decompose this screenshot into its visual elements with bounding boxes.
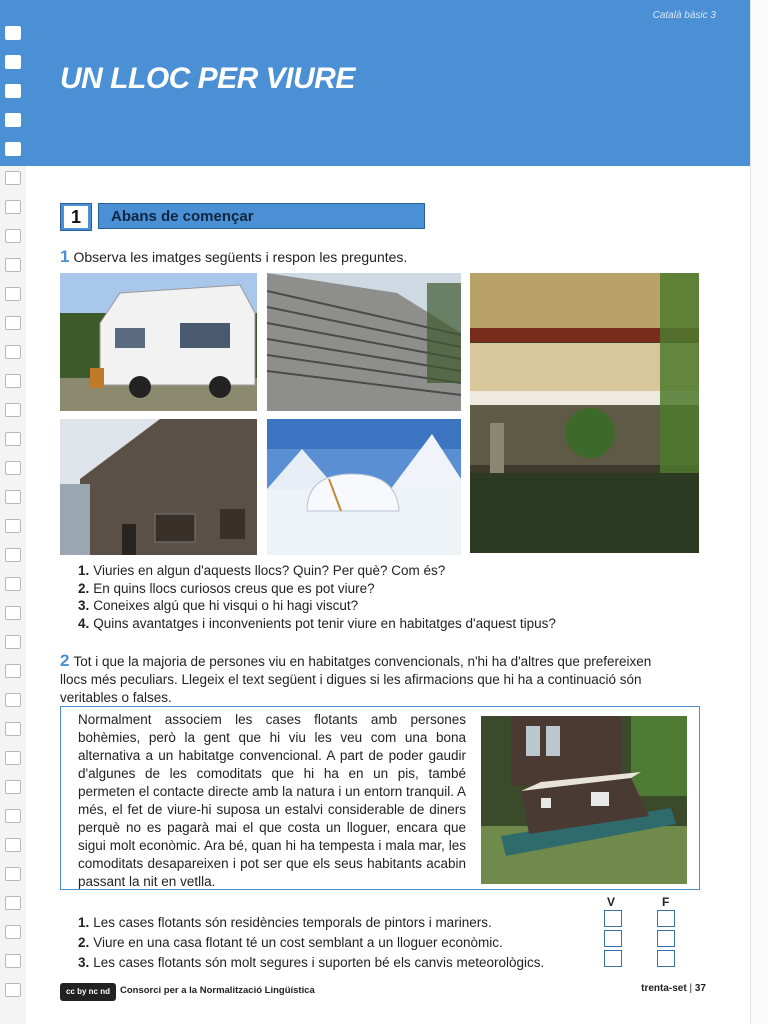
statement-3-false-checkbox[interactable]: [657, 950, 675, 967]
statement-2-false-checkbox[interactable]: [657, 930, 675, 947]
binder-hole: [5, 954, 21, 968]
binder-hole: [5, 780, 21, 794]
binder-hole: [5, 838, 21, 852]
course-level: Català bàsic 3: [652, 10, 716, 21]
list-item: 2. Viure en una casa flotant té un cost semblant a un lloguer econòmic.: [78, 935, 503, 950]
binder-hole: [5, 229, 21, 243]
binder-hole: [5, 809, 21, 823]
section-number: [60, 203, 92, 231]
list-item: 4. Quins avantatges i inconvenients pot tenir viure en habitatges d'aquest tipus?: [78, 615, 556, 631]
binder-hole: [5, 55, 21, 69]
binder-hole: [5, 142, 21, 156]
true-false-statements: [78, 913, 544, 973]
binder-hole: [5, 200, 21, 214]
exercise1-instruction: [60, 247, 407, 267]
binder-hole: [5, 664, 21, 678]
page-number: [641, 983, 706, 994]
houseboat-photo: [481, 716, 687, 884]
exercise2-number: 2: [60, 651, 70, 670]
courtyard-photo: [470, 273, 699, 553]
binder-hole: [5, 925, 21, 939]
binder-hole: [5, 548, 21, 562]
binder-hole: [5, 345, 21, 359]
exercise2-instruction-line: Tot i que la majoria de persones viu en habitatges convencionals, n'hi ha d'altres que prefereixen: [73, 654, 652, 669]
binder-hole: [5, 606, 21, 620]
reading-text: Normalment associem les cases flotants amb persones bohèmies, però la gent que hi viu les veu com una bona alternativa a un habitatge convencional. A part de poder gaudir d'algunes de les comoditats que hi ha en un pis, també permeten el contacte directe amb la natura i un entorn tranquil. A més, el fet de viure-hi suposa un estalvi considerable de diners perquè no es pagarà mai el que costa un lloguer, encara que sigui molt econòmic. Ara bé, quan hi ha tempesta i mala mar, les comoditats desapareixen i pot ser que els seus habitants acabin passant la nit en vetlla.: [78, 712, 467, 889]
motorhome-photo: [60, 273, 257, 411]
list-item: 2. En quins llocs curiosos creus que es pot viure?: [78, 580, 375, 596]
section-number-label: 1: [64, 206, 88, 228]
binder-hole: [5, 751, 21, 765]
binder-hole: [5, 258, 21, 272]
page-number-digits: 37: [694, 983, 706, 994]
binder-hole: [5, 403, 21, 417]
binder-hole: [5, 983, 21, 997]
exercise1-number: 1: [60, 247, 70, 266]
page-title: UN LLOC PER VIURE: [60, 62, 355, 95]
stone-house-photo: [60, 419, 257, 555]
page-edge: [750, 0, 768, 1024]
page-number-words: trenta-set: [641, 983, 687, 994]
exercise1-questions: [78, 562, 556, 632]
binder-hole: [5, 316, 21, 330]
header-band: [0, 0, 750, 166]
statement-2-true-checkbox[interactable]: [604, 930, 622, 947]
binder-hole: [5, 722, 21, 736]
binder-hole: [5, 26, 21, 40]
binder-hole: [5, 693, 21, 707]
list-item: 3. Les cases flotants són molt segures i suporten bé els canvis meteorològics.: [78, 955, 545, 970]
statement-3-true-checkbox[interactable]: [604, 950, 622, 967]
list-item: 3. Coneixes algú que hi visqui o hi hagi viscut?: [78, 598, 359, 613]
binder-hole: [5, 577, 21, 591]
creative-commons-badge: cc by nc nd: [60, 983, 116, 1001]
binder-hole: [5, 287, 21, 301]
binder-hole: [5, 896, 21, 910]
statement-1-false-checkbox[interactable]: [657, 910, 675, 927]
binder-hole: [5, 84, 21, 98]
section-title: Abans de començar: [98, 203, 425, 229]
igloo-photo: [267, 419, 461, 555]
apartment-block-photo: [267, 273, 461, 411]
true-column-label: V: [607, 895, 616, 909]
binder-hole: [5, 113, 21, 127]
page-number-separator: |: [689, 983, 693, 994]
binder-hole: [5, 374, 21, 388]
exercise2-instruction-line: veritables o falses.: [60, 690, 172, 705]
exercise1-instruction-text: Observa les imatges següents i respon les preguntes.: [73, 249, 408, 265]
binder-hole: [5, 867, 21, 881]
reading-text-box: [60, 706, 700, 890]
binder-hole: [5, 635, 21, 649]
list-item: 1. Les cases flotants són residències temporals de pintors i mariners.: [78, 915, 492, 930]
publisher-name: Consorci per a la Normalització Lingüística: [120, 985, 315, 996]
false-column-label: F: [662, 895, 670, 909]
exercise2-instruction-line: llocs més peculiars. Llegeix el text següent i digues si les afirmacions que hi ha a continuació són: [60, 672, 642, 687]
binder-hole: [5, 461, 21, 475]
list-item: 1. Viuries en algun d'aquests llocs? Quin? Per què? Com és?: [78, 563, 446, 578]
exercise2-instruction: [60, 652, 700, 707]
statement-1-true-checkbox[interactable]: [604, 910, 622, 927]
binder-hole: [5, 490, 21, 504]
binder-hole: [5, 432, 21, 446]
binder-hole: [5, 171, 21, 185]
binder-hole: [5, 519, 21, 533]
